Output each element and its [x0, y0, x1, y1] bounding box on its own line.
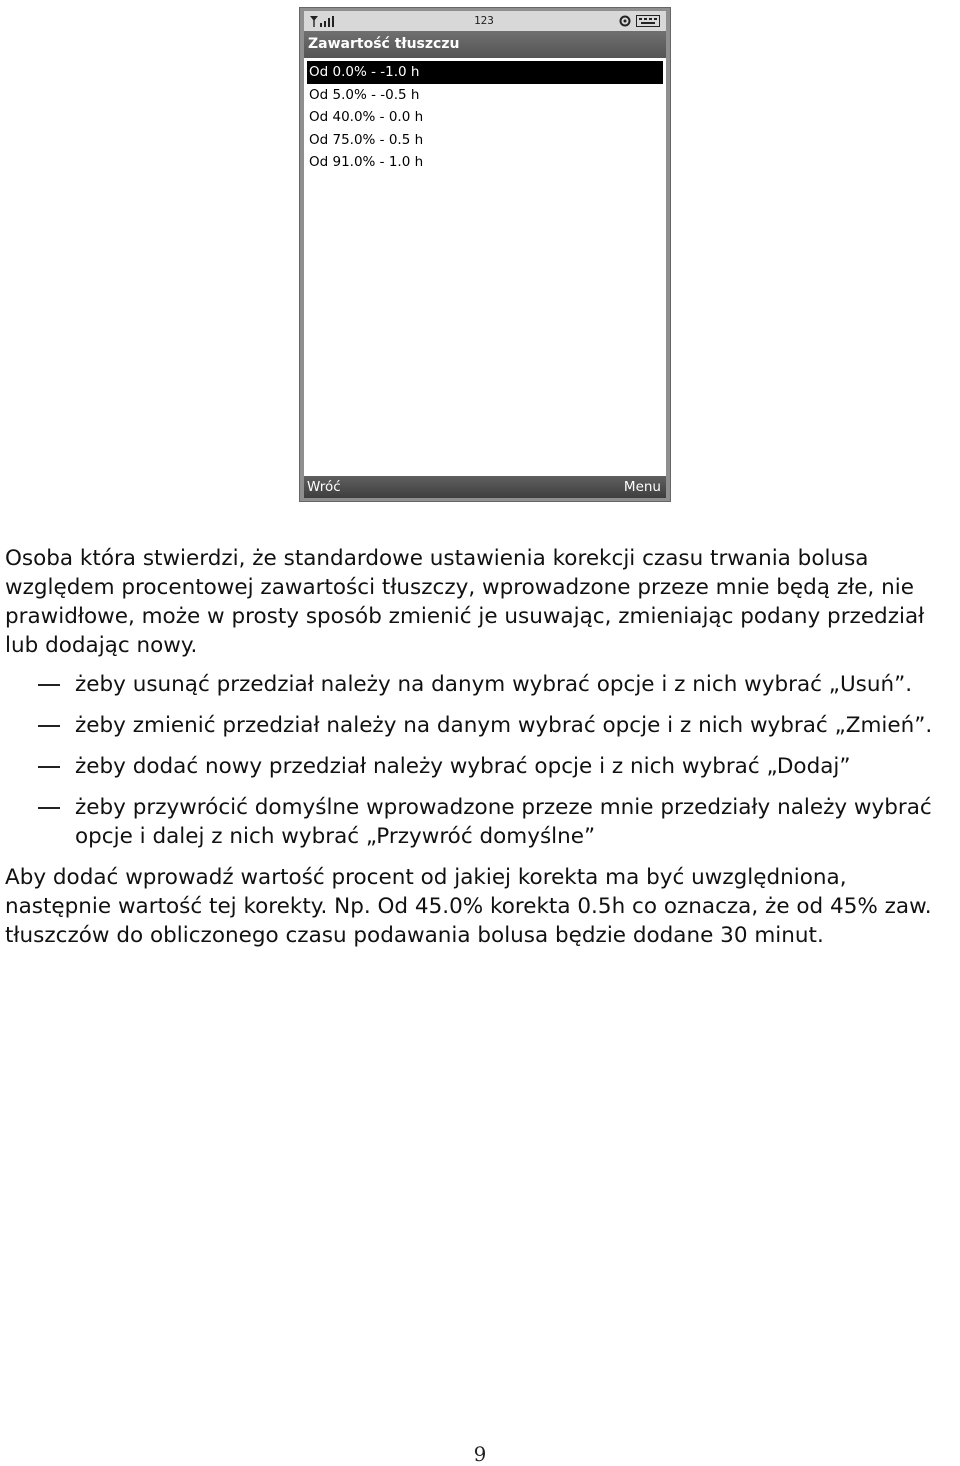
closing-paragraph: Aby dodać wprowadź wartość procent od jakiej korekta ma być uwzględniona, następnie wartość tej korekty. Np. Od 45.0% korekta 0.5h co oznacza, że od 45% zaw. tłuszczów do obliczonego czasu podawania bolusa będzie dodane 30 minut.: [5, 865, 932, 948]
page-number: 9: [473, 1442, 487, 1466]
status-number: 123: [474, 14, 494, 27]
document-text: [5, 544, 955, 950]
keyboard-icon: [636, 15, 660, 27]
instruction-restore: żeby przywrócić domyślne wprowadzone przeze mnie przedziały należy wybrać opcje i dalej z nich wybrać „Przywróć domyślne”: [5, 793, 955, 851]
intro-paragraph: Osoba która stwierdzi, że standardowe ustawienia korekcji czasu trwania bolusa względem procentowej zawartości tłuszczy, wprowadzone przeze mnie będą złe, nie prawidłowe, może w prosty sposób zmienić je usuwając, zmieniając podany przedział lub dodając nowy.: [5, 546, 925, 658]
list-item[interactable]: Od 40.0% - 0.0 h: [309, 109, 424, 125]
phone-screenshot: [299, 7, 671, 502]
instruction-remove: żeby usunąć przedział należy na danym wybrać opcje i z nich wybrać „Usuń”.: [5, 670, 955, 699]
screen-title: Zawartość tłuszczu: [304, 31, 666, 58]
gear-icon: [618, 14, 632, 28]
status-bar: [304, 11, 666, 31]
list-item[interactable]: Od 5.0% - -0.5 h: [309, 86, 420, 103]
instruction-edit: żeby zmienić przedział należy na danym wybrać opcje i z nich wybrać „Zmień”.: [5, 711, 955, 740]
instruction-list: [5, 670, 955, 851]
list-item[interactable]: Od 91.0% - 1.0 h: [309, 154, 424, 170]
softkey-bar: [304, 476, 666, 498]
phone-screen: [304, 11, 666, 498]
list-item[interactable]: Od 0.0% - -1.0 h: [307, 61, 663, 84]
signal-icon: [309, 15, 335, 27]
fat-range-list: [307, 61, 663, 174]
instruction-add: żeby dodać nowy przedział należy wybrać opcje i z nich wybrać „Dodaj”: [5, 752, 955, 781]
list-item[interactable]: Od 75.0% - 0.5 h: [309, 131, 424, 148]
menu-softkey[interactable]: Menu: [623, 479, 661, 495]
back-softkey[interactable]: Wróć: [307, 479, 341, 495]
